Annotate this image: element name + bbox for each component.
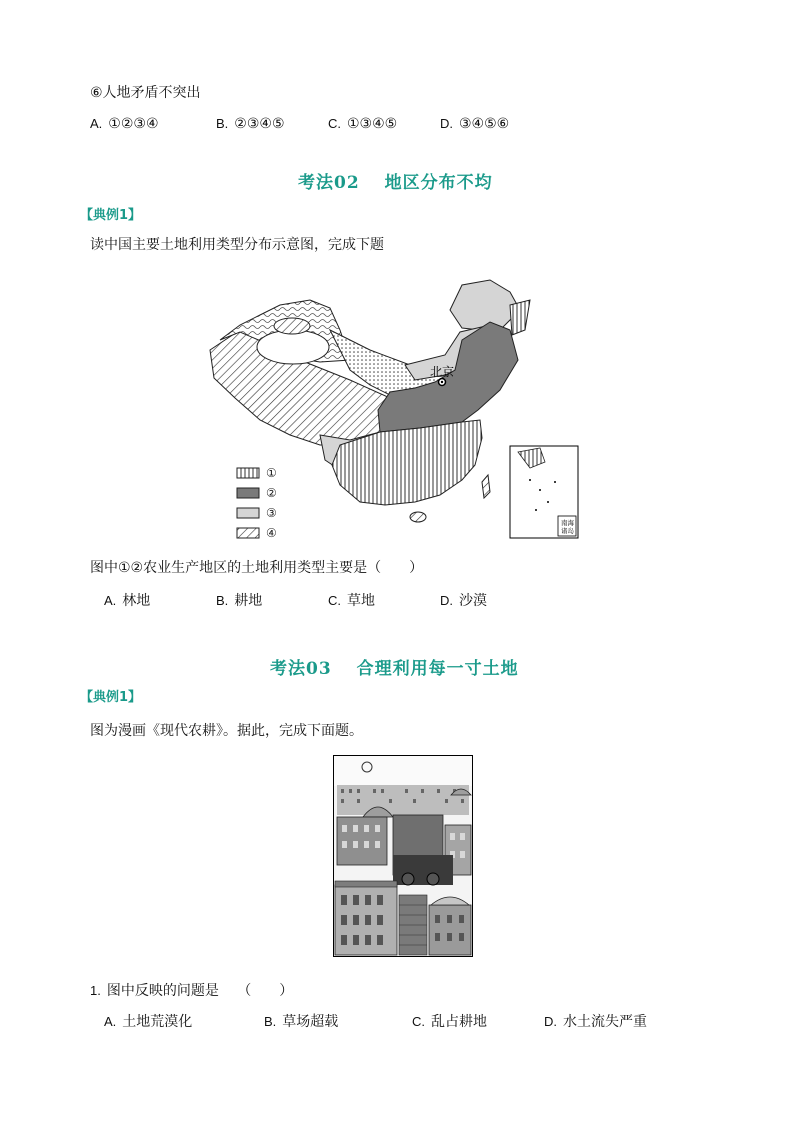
option-text: 土地荒漠化 (122, 1014, 193, 1030)
map-legend (237, 466, 277, 540)
section-heading: 考法02 地区分布不均 (298, 173, 493, 193)
option-b (216, 590, 262, 610)
legend-label-2: ② (266, 486, 277, 500)
option-d (440, 590, 487, 610)
option-text: ①③④⑤ (347, 116, 398, 132)
option-text: 耕地 (234, 593, 263, 609)
region-northeast-forest (510, 300, 530, 335)
cartoon-modern-farming (333, 755, 473, 957)
option-b (216, 116, 285, 132)
intro-text: 读中国主要土地利用类型分布示意图，完成下题 (90, 237, 384, 253)
option-letter: C. (328, 593, 341, 608)
option-letter: D. (440, 116, 453, 131)
legend-label-1: ① (266, 466, 277, 480)
option-letter: C. (412, 1014, 425, 1029)
question-1 (90, 980, 293, 1000)
example-label: 【典例1】 (80, 690, 142, 705)
option-b (264, 1011, 338, 1031)
option-d (440, 116, 509, 132)
option-letter: A. (104, 593, 117, 608)
legend-label-4: ④ (266, 526, 277, 540)
option-text: 沙漠 (459, 593, 487, 609)
intro-text: 图为漫画《现代农耕》。据此，完成下面题。 (90, 723, 363, 739)
option-letter: B. (216, 593, 229, 608)
south-china-sea-inset (510, 446, 578, 538)
option-c (328, 116, 397, 132)
option-letter: B. (216, 116, 229, 131)
question-number: 1. (90, 983, 101, 998)
region-junggar (274, 318, 310, 334)
option-text: ③④⑤⑥ (459, 116, 510, 132)
option-text: ②③④⑤ (234, 116, 285, 132)
option-letter: A. (104, 1014, 117, 1029)
option-a (104, 1011, 192, 1031)
option-text: 乱占耕地 (431, 1014, 487, 1030)
region-taiwan (482, 475, 490, 498)
region-taklamakan (257, 330, 329, 364)
inset-label: 南海 (561, 519, 574, 527)
option-text: ①②③④ (108, 116, 159, 132)
option-d (544, 1011, 647, 1031)
legend-swatch-2 (237, 488, 259, 498)
question-text: 图中①②农业生产地区的土地利用类型主要是（ ） (90, 560, 424, 576)
section-heading: 考法03 合理利用每一寸土地 (270, 659, 519, 679)
legend-swatch-4 (237, 528, 259, 538)
option-a (104, 590, 150, 610)
svg-text:诸岛: 诸岛 (561, 527, 574, 535)
option-c (412, 1011, 487, 1031)
legend-label-3: ③ (266, 506, 277, 520)
option-letter: D. (440, 593, 453, 608)
item-6-text: ⑥人地矛盾不突出 (90, 85, 201, 101)
option-text: 水土流失严重 (563, 1014, 647, 1030)
legend-swatch-1 (237, 468, 259, 478)
example-label: 【典例1】 (80, 208, 142, 223)
option-text: 草地 (347, 593, 375, 609)
question-text: 图中反映的问题是 （ ） (106, 983, 294, 999)
option-letter: A. (90, 116, 103, 131)
beijing-label: 北京 (430, 365, 455, 379)
option-letter: B. (264, 1014, 277, 1029)
legend-swatch-3 (237, 508, 259, 518)
option-a (90, 116, 159, 132)
option-text: 林地 (122, 593, 151, 609)
option-letter: C. (328, 116, 341, 131)
option-c (328, 590, 375, 610)
china-land-use-map (200, 270, 585, 542)
option-text: 草场超载 (282, 1014, 339, 1030)
option-letter: D. (544, 1014, 557, 1029)
region-hainan (410, 512, 426, 522)
